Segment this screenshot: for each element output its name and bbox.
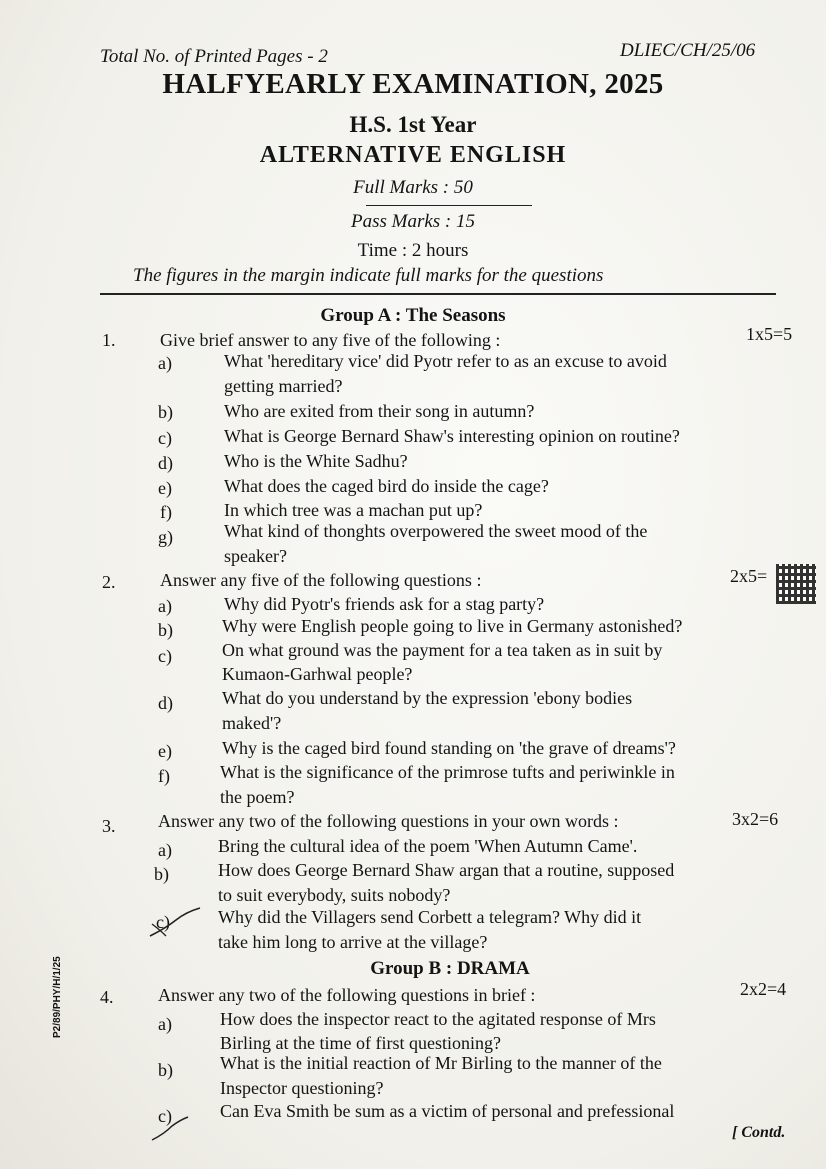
option-label: b): [154, 864, 169, 884]
full-marks-underline: [366, 205, 532, 206]
question-number: 4.: [100, 987, 114, 1007]
option-label: a): [158, 1014, 172, 1034]
option-label: e): [158, 741, 172, 761]
question-text: Give brief answer to any five of the following :: [160, 330, 501, 350]
option-text: What is the initial reaction of Mr Birling to the manner of the: [220, 1053, 662, 1073]
question-number: 3.: [102, 816, 116, 836]
option-label: a): [158, 353, 172, 373]
question-marks: 3x2=6: [732, 809, 779, 829]
option-text: Why were English people going to live in Germany astonished?: [222, 616, 683, 636]
option-text: What kind of thonghts overpowered the sweet mood of the: [224, 521, 648, 541]
option-text: maked'?: [222, 713, 282, 733]
option-text: to suit everybody, suits nobody?: [218, 885, 451, 905]
option-label: c): [158, 428, 172, 448]
option-label: b): [158, 1060, 173, 1080]
question-marks: 1x5=5: [746, 324, 793, 344]
option-label: d): [158, 453, 173, 473]
margin-note: The figures in the margin indicate full marks for the questions: [133, 265, 604, 286]
exam-title: HALFYEARLY EXAMINATION, 2025: [162, 68, 664, 100]
subject-title: ALTERNATIVE ENGLISH: [259, 142, 567, 168]
option-label: c): [156, 912, 170, 932]
option-label: e): [158, 478, 172, 498]
printed-pages-note: Total No. of Printed Pages - 2: [100, 46, 328, 67]
option-text: What do you understand by the expression 'ebony bodies: [222, 688, 633, 708]
question-marks: 2x2=4: [740, 979, 787, 999]
qr-code-icon: [776, 564, 816, 604]
option-text: Why did the Villagers send Corbett a telegram? Why did it: [218, 907, 642, 927]
option-text: Birling at the time of first questioning?: [220, 1033, 501, 1053]
option-text: take him long to arrive at the village?: [218, 932, 488, 952]
class-year: H.S. 1st Year: [349, 112, 477, 137]
option-text: getting married?: [224, 376, 343, 396]
handwritten-tick-icon: [146, 906, 206, 946]
group-a-title: Group A : The Seasons: [320, 305, 506, 326]
option-label: a): [158, 840, 172, 860]
option-text: Why did Pyotr's friends ask for a stag party?: [224, 594, 545, 614]
option-label: c): [158, 646, 172, 666]
pass-marks: Pass Marks : 15: [350, 211, 476, 232]
option-label: f): [160, 502, 172, 522]
question-text: Answer any two of the following questions in your own words :: [158, 811, 619, 831]
option-label: b): [158, 620, 173, 640]
option-text: Inspector questioning?: [220, 1078, 384, 1098]
option-text: Kumaon-Garhwal people?: [222, 664, 413, 684]
option-text: How does the inspector react to the agitated response of Mrs: [220, 1009, 656, 1029]
question-number: 1.: [102, 330, 116, 350]
option-text: How does George Bernard Shaw argan that a routine, supposed: [218, 860, 675, 880]
option-label: g): [158, 527, 173, 547]
group-b-title: Group B : DRAMA: [370, 958, 530, 979]
option-label: d): [158, 693, 173, 713]
option-text: the poem?: [220, 787, 295, 807]
option-text: Bring the cultural idea of the poem 'When Autumn Came'.: [218, 836, 638, 856]
option-text: What is George Bernard Shaw's interesting opinion on routine?: [224, 426, 680, 446]
header-divider: [100, 293, 776, 295]
option-text: Can Eva Smith be sum as a victim of personal and prefessional: [220, 1101, 675, 1121]
option-text: In which tree was a machan put up?: [224, 500, 483, 520]
handwritten-tick-icon: [150, 1116, 190, 1146]
option-label: b): [158, 402, 173, 422]
option-text: On what ground was the payment for a tea taken as in suit by: [222, 640, 663, 660]
exam-time: Time : 2 hours: [357, 240, 469, 261]
option-text: speaker?: [224, 546, 287, 566]
continued-note: [ Contd.: [732, 1124, 786, 1141]
option-text: What does the caged bird do inside the cage?: [224, 476, 549, 496]
option-text: Why is the caged bird found standing on 'the grave of dreams'?: [222, 738, 676, 758]
option-text: What is the significance of the primrose tufts and periwinkle in: [220, 762, 675, 782]
question-text: Answer any two of the following questions in brief :: [158, 985, 536, 1005]
question-marks: 2x5=: [730, 566, 768, 586]
full-marks: Full Marks : 50: [353, 177, 473, 198]
question-text: Answer any five of the following questions :: [160, 570, 482, 590]
side-code: P2/89/PHY/H/1/25: [52, 956, 63, 1038]
option-text: Who are exited from their song in autumn?: [224, 401, 535, 421]
option-label: f): [158, 766, 170, 786]
option-label: c): [158, 1106, 172, 1126]
paper-code: DLIEC/CH/25/06: [620, 40, 756, 61]
question-number: 2.: [102, 572, 116, 592]
option-text: What 'hereditary vice' did Pyotr refer to as an excuse to avoid: [224, 351, 667, 371]
option-label: a): [158, 596, 172, 616]
option-text: Who is the White Sadhu?: [224, 451, 408, 471]
